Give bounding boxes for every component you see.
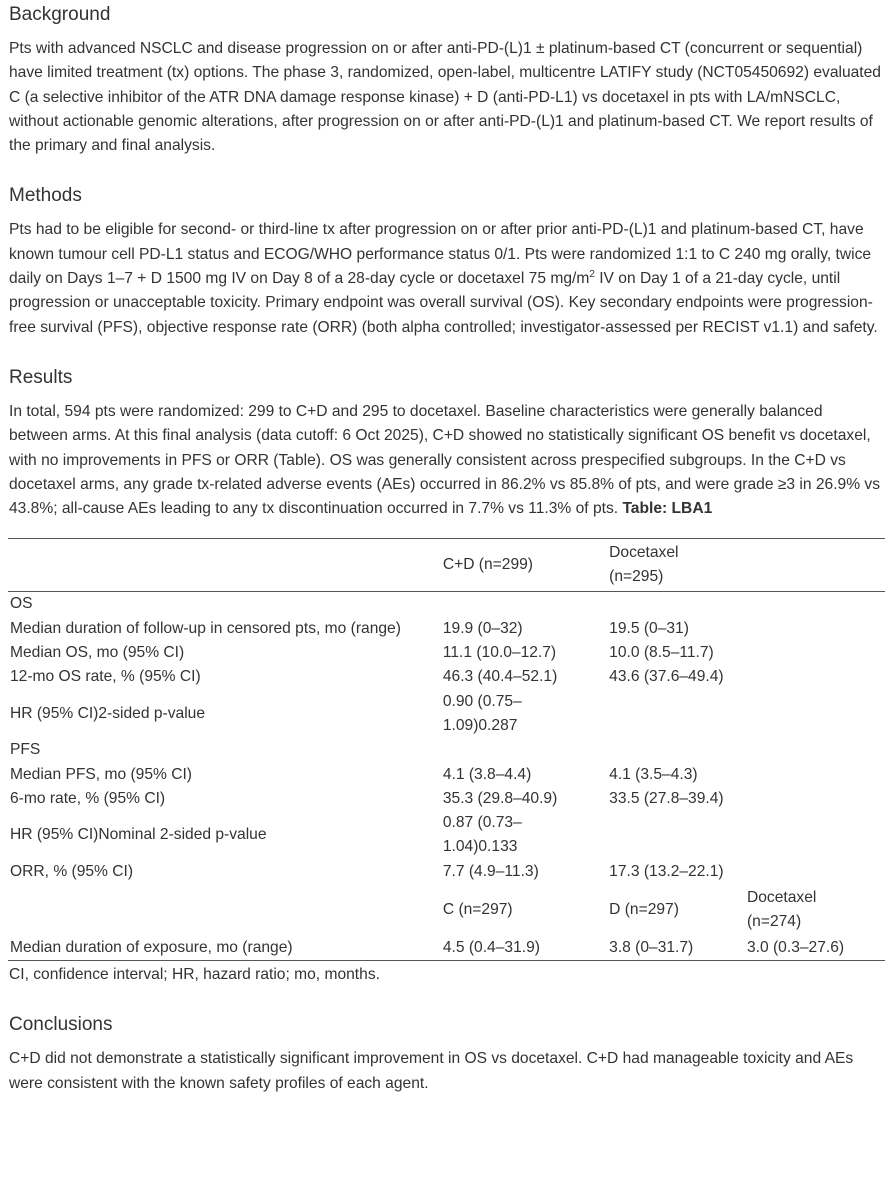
table-cell: 11.1 (10.0–12.7): [442, 644, 557, 662]
table-row: [8, 860, 885, 884]
exposure-header-0: [8, 884, 441, 936]
methods-heading: Methods: [9, 185, 82, 207]
exposure-cell-3: 3.0 (0.3–27.6): [745, 936, 885, 961]
table-cell: 17.3 (13.2–22.1): [609, 862, 724, 880]
table-body: [8, 592, 885, 884]
exposure-header-docetaxel: Docetaxel (n=274): [746, 888, 817, 931]
table-row: [8, 592, 885, 617]
background-text: Pts with advanced NSCLC and disease progression on or after anti-PD-(L)1 ± platinum-based CT (concurrent or sequential) have limited treatment (tx) options. The phase 3, randomized, open-label, multicentre LATIFY study (NCT05450692) evaluated C (a selective inhibitor of the ATR DNA damage response kinase) + D (anti-PD-L1) vs docetaxel in pts with LA/mNSCLC, without actionable genomic alterations, after progression on or after anti-PD-(L)1 and platinum-based CT. We report results of the primary and final analysis.: [9, 40, 881, 155]
results-heading: Results: [9, 366, 73, 388]
results-text: [9, 400, 883, 521]
table-row: [8, 617, 885, 641]
table-row: [8, 787, 885, 811]
table-cell: ORR, % (95% CI): [10, 862, 134, 880]
exposure-row: [8, 936, 885, 961]
table-cell: [441, 690, 607, 739]
table-cell: HR (95% CI)Nominal 2-sided p-value: [10, 826, 267, 844]
table-cell: [607, 811, 885, 860]
table-cell: OS: [10, 595, 33, 613]
results-table: [8, 538, 885, 961]
table-cell-text: 0.90 (0.75–1.09)0.287: [442, 692, 522, 734]
exposure-cell-2: 3.8 (0–31.7): [607, 936, 745, 961]
table-cell: Median OS, mo (95% CI): [10, 644, 185, 662]
exposure-cell-0: Median duration of exposure, mo (range): [8, 936, 441, 961]
table-cell: 4.1 (3.5–4.3): [609, 765, 698, 783]
table-header-row: [8, 539, 885, 592]
table-cell: 10.0 (8.5–11.7): [609, 644, 714, 662]
methods-superscript: 2: [589, 268, 595, 280]
header-cell-0: [8, 539, 441, 592]
table-cell: Median duration of follow-up in censored pts, mo (range): [10, 619, 401, 637]
table-cell: 33.5 (27.8–39.4): [609, 789, 724, 807]
table-row: [8, 763, 885, 787]
table-cell: [607, 690, 885, 739]
exposure-header-c: C (n=297): [442, 900, 513, 918]
exposure-header-d: D (n=297): [609, 900, 679, 918]
exposure-cell-1: 4.5 (0.4–31.9): [441, 936, 607, 961]
table-cell: 43.6 (37.6–49.4): [609, 668, 724, 686]
methods-text-part1: Pts had to be eligible for second- or third-line tx after progression on or after prior anti-PD-(L)1 and platinum-based CT, have known tumour cell PD-L1 status and ECOG/WHO performance status 0/1. Pts were randomized 1:1 to C 240 mg orally, twice daily on Days 1–7 + D 1500 mg IV on Day 8 of a 28-day cycle or docetaxel 75 mg/m: [9, 221, 872, 288]
table-cell: 6-mo rate, % (95% CI): [10, 789, 166, 807]
table-cell: 7.7 (4.9–11.3): [442, 862, 539, 880]
table-cell: PFS: [10, 741, 41, 759]
exposure-header-row: [8, 884, 885, 936]
methods-text: [9, 218, 883, 339]
table-row: [8, 811, 885, 860]
table-cell-text: 0.87 (0.73–1.04)0.133: [442, 814, 522, 856]
table-cell: 4.1 (3.8–4.4): [442, 765, 532, 783]
table-cell: 35.3 (29.8–40.9): [442, 789, 558, 807]
table-row: [8, 690, 885, 739]
table-cell: [607, 738, 885, 762]
table-cell: [441, 592, 607, 617]
table-cell: 46.3 (40.4–52.1): [442, 668, 558, 686]
table-cell: [607, 592, 885, 617]
table-label: Table: LBA1: [622, 500, 713, 518]
table-cell: Median PFS, mo (95% CI): [10, 765, 192, 783]
conclusions-text: C+D did not demonstrate a statistically significant improvement in OS vs docetaxel. C+D had manageable toxicity and AEs were consistent with the known safety profiles of each agent.: [9, 1050, 854, 1092]
table-row: [8, 641, 885, 665]
table-cell: 12-mo OS rate, % (95% CI): [10, 668, 201, 686]
header-cell-cd: C+D (n=299): [441, 539, 607, 592]
table-cell: HR (95% CI)2-sided p-value: [10, 704, 205, 722]
conclusions-heading: Conclusions: [9, 1014, 113, 1036]
background-heading: Background: [9, 4, 111, 25]
table-cell: [441, 811, 607, 860]
table-footnote: CI, confidence interval; HR, hazard ratio; mo, months.: [9, 966, 380, 984]
header-cell-docetaxel: Docetaxel (n=295): [607, 539, 885, 592]
table-row: [8, 665, 885, 689]
methods-text-part2: IV on Day 1 of a 21-day cycle, until progression or unacceptable toxicity. Primary endpoint was overall survival (OS). Key secondary endpoints were progression-free survival (PFS), objective response rate (ORR) (both alpha controlled; investigator-assessed per RECIST v1.1) and safety.: [9, 270, 878, 336]
table-cell: 19.5 (0–31): [609, 619, 689, 637]
results-body: In total, 594 pts were randomized: 299 to C+D and 295 to docetaxel. Baseline characteristics were generally balanced between arms. At this final analysis (data cutoff: 6 Oct 2025), C+D showed no statistically significant OS benefit vs docetaxel, with no improvements in PFS or ORR (Table). OS was generally consistent across prespecified subgroups. In the C+D vs docetaxel arms, any grade tx-related adverse events (AEs) occurred in 86.2% vs 85.8% of pts, and were grade ≥3 in 26.9% vs 43.8%; all-cause AEs leading to any tx discontinuation occurred in 7.7% vs 11.3% of pts.: [9, 402, 880, 518]
table-row: [8, 738, 885, 762]
table-cell: 19.9 (0–32): [442, 619, 523, 637]
table-cell: [441, 738, 607, 762]
